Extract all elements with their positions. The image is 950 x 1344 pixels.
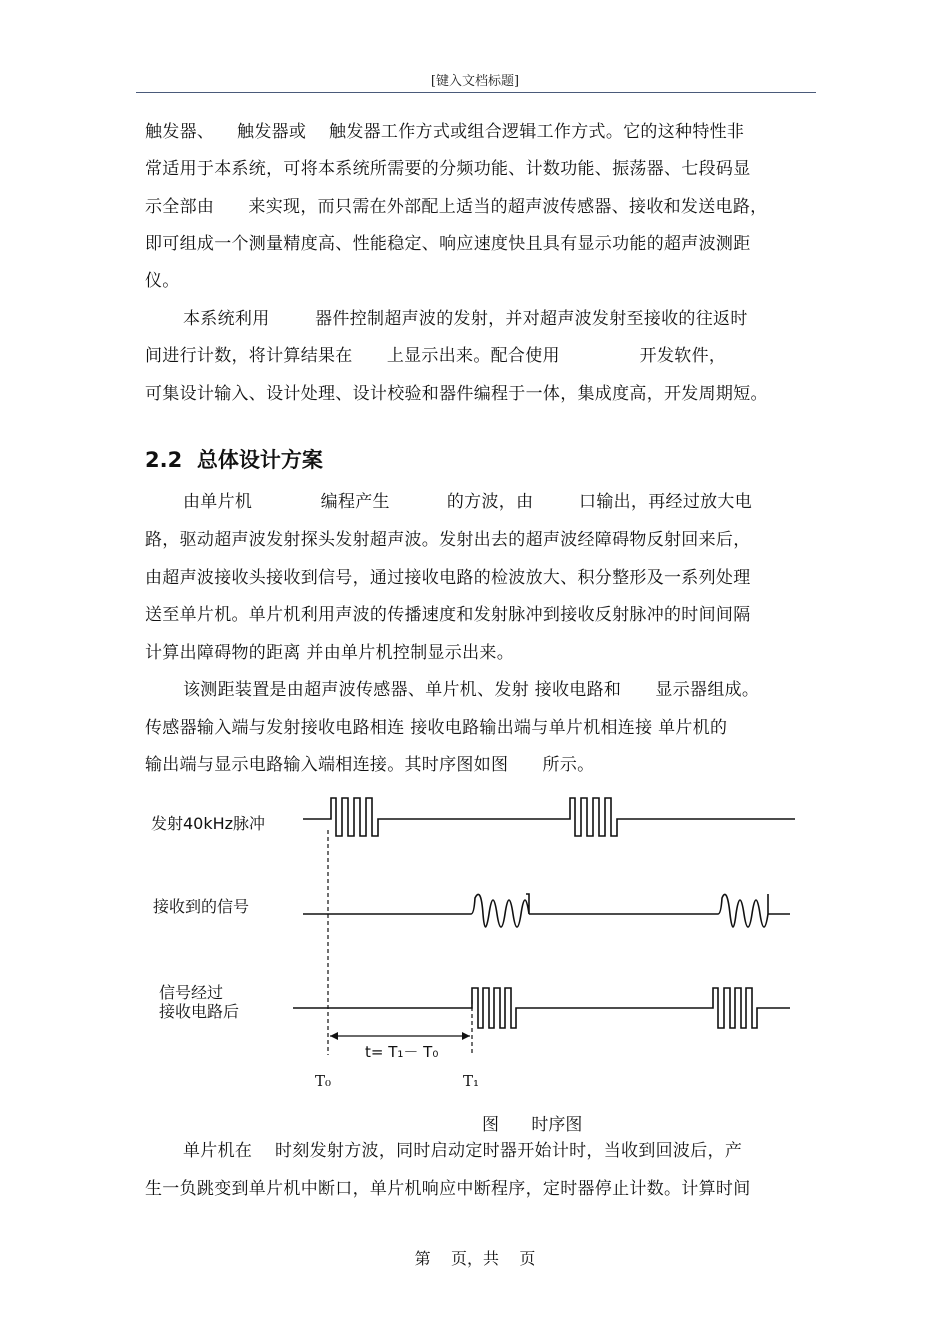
paragraph-line: 常适用于本系统，可将本系统所需要的分频功能、计数功能、振荡器、七段码显 xyxy=(145,159,751,179)
transmit-pulse-waveform xyxy=(303,798,795,836)
paragraph-line: 可集设计输入、设计处理、设计校验和器件编程于一体，集成度高，开发周期短。 xyxy=(145,384,768,404)
header-divider xyxy=(136,92,816,93)
processed-signal-label-line2: 接收电路后 xyxy=(159,1002,240,1021)
paragraph-line: 间进行计数，将计算结果在 上显示出来。配合使用 开发软件， xyxy=(145,346,727,366)
figure-caption: 图 时序图 xyxy=(482,1115,583,1135)
timing-diagram xyxy=(145,790,805,1100)
paragraph-line: 即可组成一个测量精度高、性能稳定、响应速度快且具有显示功能的超声波测距 xyxy=(145,234,751,254)
interval-arrow-left-head xyxy=(330,1032,338,1040)
paragraph-line: 由超声波接收头接收到信号，通过接收电路的检波放大、积分整形及一系列处理 xyxy=(145,568,751,588)
paragraph-line: 计算出障碍物的距离 并由单片机控制显示出来。 xyxy=(145,643,515,663)
t1-label: T₁ xyxy=(463,1072,480,1090)
timing-diagram-svg xyxy=(145,790,805,1100)
section-heading: 2.2 总体设计方案 xyxy=(145,448,323,472)
paragraph-line: 本系统利用 器件控制超声波的发射，并对超声波发射至接收的往返时 xyxy=(183,309,748,329)
paragraph-line: 送至单片机。单片机利用声波的传播速度和发射脉冲到接收反射脉冲的时间间隔 xyxy=(145,605,751,625)
interval-label: t= T₁－ T₀ xyxy=(365,1043,439,1061)
paragraph-line: 单片机在 时刻发射方波，同时启动定时器开始计时，当收到回波后，产 xyxy=(183,1141,743,1161)
paragraph-line: 示全部由 来实现，而只需在外部配上适当的超声波传感器、接收和发送电路， xyxy=(145,197,768,217)
paragraph-line: 触发器、 触发器或 触发器工作方式或组合逻辑工作方式。它的这种特性非 xyxy=(145,122,745,142)
paragraph-line: 生一负跳变到单片机中断口，单片机响应中断程序，定时器停止计数。计算时间 xyxy=(145,1179,751,1199)
paragraph-line: 仪。 xyxy=(145,271,180,291)
processed-signal-label-line1: 信号经过 xyxy=(159,983,224,1002)
paragraph-line: 该测距装置是由超声波传感器、单片机、发射 接收电路和 显示器组成。 xyxy=(183,680,760,700)
page-footer: 第 页，共 页 xyxy=(414,1249,536,1268)
paragraph-line: 输出端与显示电路输入端相连接。其时序图如图 所示。 xyxy=(145,755,595,775)
paragraph-line: 传感器输入端与发射接收电路相连 接收电路输出端与单片机相连接 单片机的 xyxy=(145,718,728,738)
received-signal-waveform xyxy=(303,894,790,927)
paragraph-line: 路，驱动超声波发射探头发射超声波。发射出去的超声波经障碍物反射回来后， xyxy=(145,530,751,550)
interval-arrow-right-head xyxy=(462,1032,470,1040)
t0-label: T₀ xyxy=(315,1072,332,1090)
paragraph-line: 由单片机 编程产生 的方波，由 口输出，再经过放大电 xyxy=(183,492,753,512)
transmit-pulse-label: 发射40kHz脉冲 xyxy=(151,814,266,833)
document-header-title: [键入文档标题] xyxy=(430,74,520,89)
processed-signal-waveform xyxy=(293,988,790,1028)
received-signal-label: 接收到的信号 xyxy=(153,897,250,916)
